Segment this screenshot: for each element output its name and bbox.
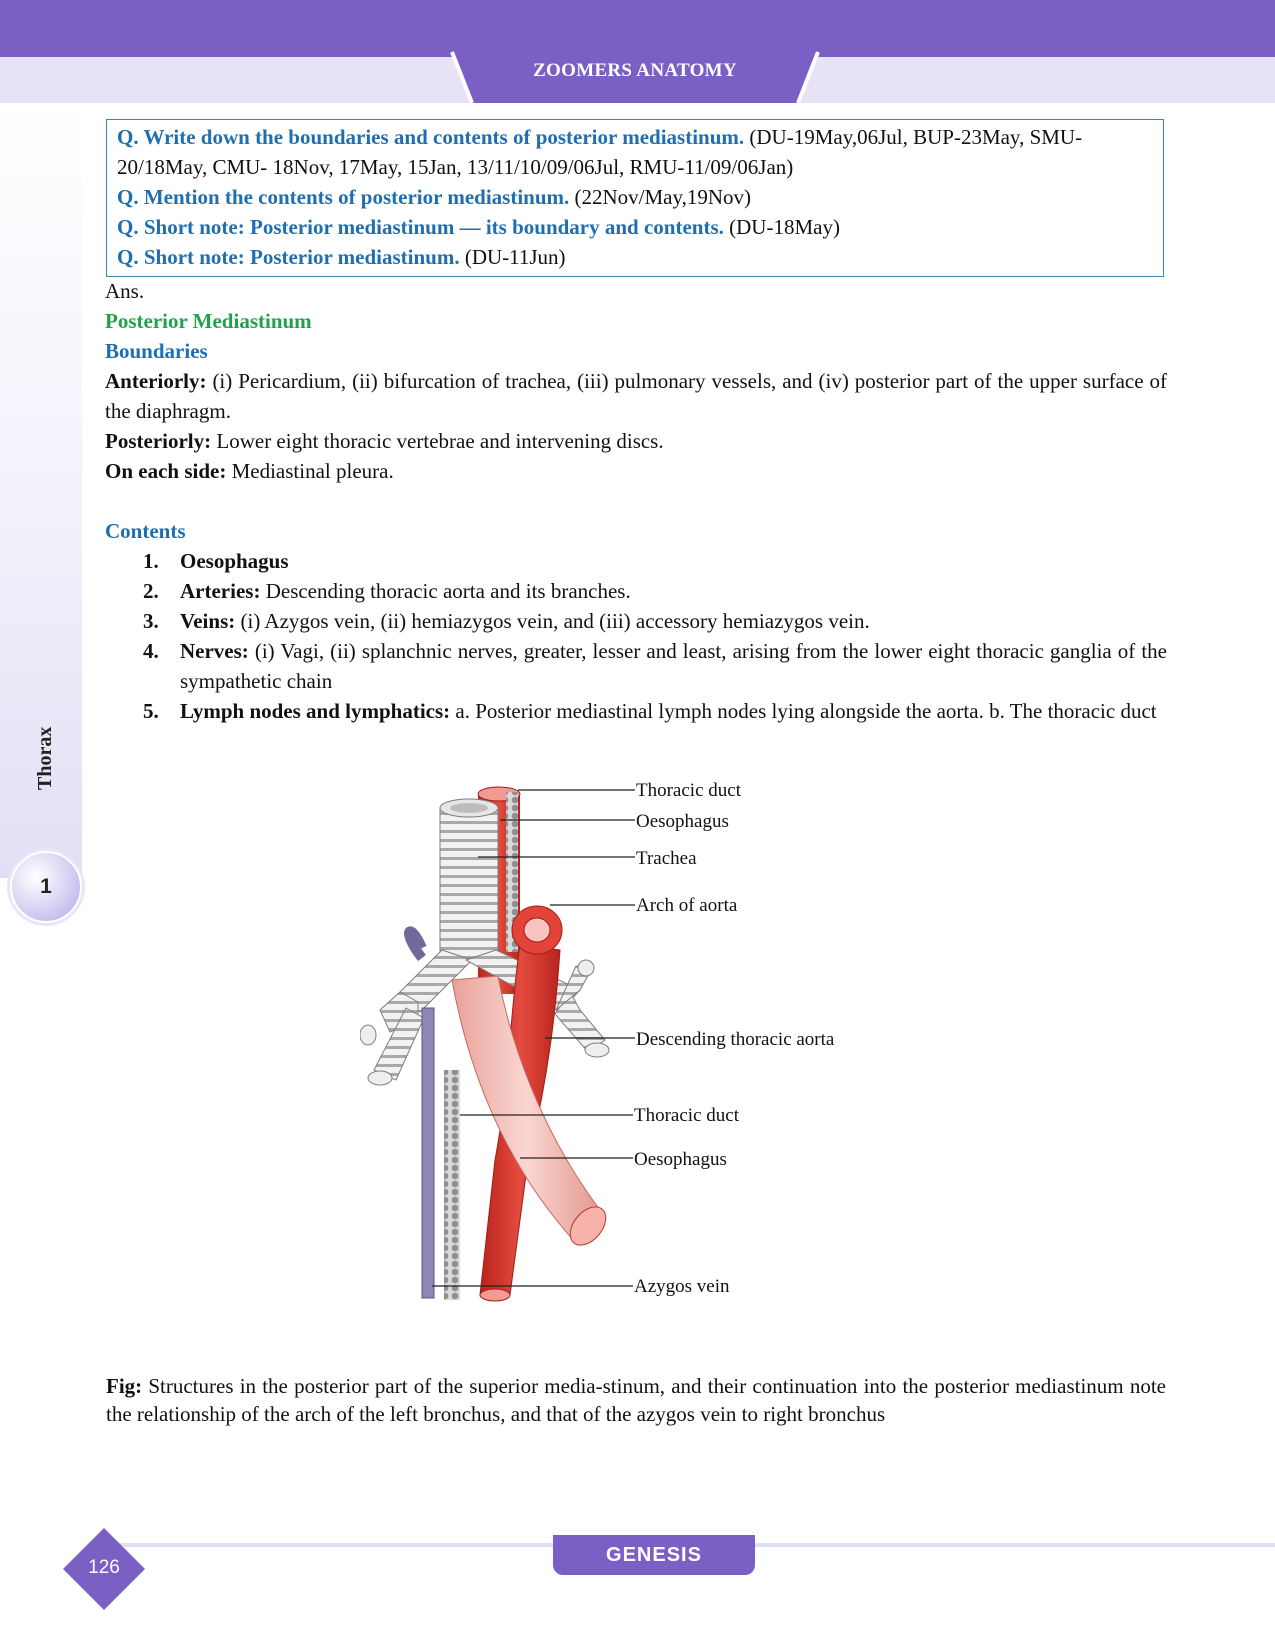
page-number: 126 xyxy=(88,1557,120,1578)
question-2: Q. Mention the contents of posterior mediastinum. (22Nov/May,19Nov) xyxy=(117,185,752,209)
question-box xyxy=(106,119,1164,277)
list-item: 1. Oesophagus xyxy=(143,549,289,573)
boundary-sides: On each side: Mediastinal pleura. xyxy=(105,459,394,483)
question-1: Q. Write down the boundaries and contents of posterior mediastinum. (DU-19May,06Jul, BUP-23May, SMU-20/18May, CMU- 18Nov, 17May, 15Jan, 13/11/10/09/06Jul, RMU-11/09/06Jan) xyxy=(117,125,1083,179)
figure-caption: Fig: Structures in the posterior part of the superior media-stinum, and their continuation into the posterior mediastinum note the relationship of the arch of the left bronchus, and that of the azygos vein to right bronchus xyxy=(106,1374,1166,1426)
label-azygos-vein: Azygos vein xyxy=(634,1276,730,1297)
label-oesophagus-top: Oesophagus xyxy=(636,811,729,832)
header-tab-shape xyxy=(0,0,1275,103)
section-label: Thorax xyxy=(34,726,56,790)
label-thoracic-duct-bottom: Thoracic duct xyxy=(634,1105,739,1126)
boundary-anterior: Anteriorly: (i) Pericardium, (ii) bifurcation of trachea, (iii) pulmonary vessels, and (iv) posterior part of the upper surface of the diaphragm. xyxy=(105,369,1167,423)
list-item: 5. Lymph nodes and lymphatics: a. Posterior mediastinal lymph nodes lying alongside the aorta. b. The thoracic duct xyxy=(143,699,1157,723)
answer-section xyxy=(105,276,1167,726)
ans-label: Ans. xyxy=(105,279,145,303)
label-descending-aorta: Descending thoracic aorta xyxy=(636,1029,835,1050)
answer-heading: Posterior Mediastinum xyxy=(105,309,312,333)
question-4: Q. Short note: Posterior mediastinum. (DU-11Jun) xyxy=(117,245,566,269)
label-trachea: Trachea xyxy=(636,848,697,869)
mediastinum-figure xyxy=(360,780,920,1350)
label-oesophagus-bottom: Oesophagus xyxy=(634,1149,727,1170)
boundaries-heading: Boundaries xyxy=(105,339,208,363)
boundary-posterior: Posteriorly: Lower eight thoracic vertebrae and intervening discs. xyxy=(105,429,664,453)
label-thoracic-duct-top: Thoracic duct xyxy=(636,780,741,801)
question-3: Q. Short note: Posterior mediastinum — its boundary and contents. (DU-18May) xyxy=(117,215,840,239)
footer-brand: GENESIS xyxy=(553,1535,755,1575)
list-item: 4. Nerves: (i) Vagi, (ii) splanchnic nerves, greater, lesser and least, arising from the lower eight thoracic ganglia of the sympathetic chain xyxy=(143,639,1167,693)
thoracic-duct-lower xyxy=(444,1070,460,1300)
chapter-number: 1 xyxy=(10,851,82,923)
contents-list xyxy=(105,546,1167,726)
label-arch-of-aorta: Arch of aorta xyxy=(636,895,738,916)
list-item: 2. Arteries: Descending thoracic aorta and its branches. xyxy=(143,579,631,603)
header-title: ZOOMERS ANATOMY xyxy=(533,60,737,81)
list-item: 3. Veins: (i) Azygos vein, (ii) hemiazygos vein, and (iii) accessory hemiazygos vein. xyxy=(143,609,870,633)
trachea xyxy=(440,799,498,958)
contents-heading: Contents xyxy=(105,519,186,543)
